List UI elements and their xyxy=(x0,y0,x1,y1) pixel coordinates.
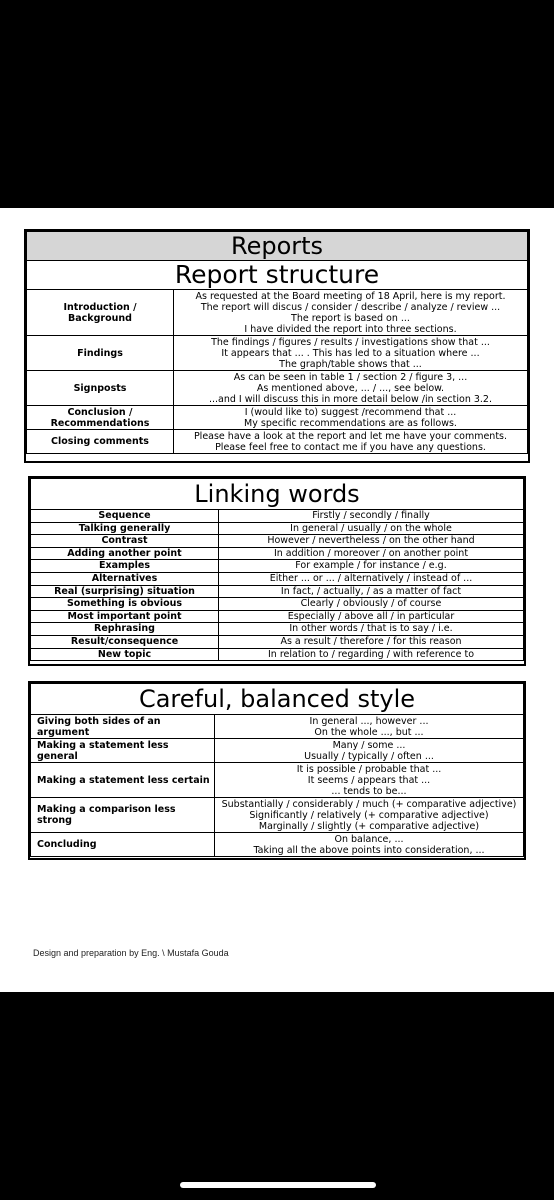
table-row xyxy=(31,572,524,585)
row-label: Contrast xyxy=(31,535,219,548)
row-phrases: In general / usually / on the whole xyxy=(219,522,524,535)
row-label: Examples xyxy=(31,560,219,573)
table-row xyxy=(31,610,524,623)
table-row xyxy=(31,598,524,611)
report-structure-title: Report structure xyxy=(27,261,528,290)
linking-words-table xyxy=(30,478,524,661)
table-row xyxy=(27,336,528,371)
table-row xyxy=(31,547,524,560)
row-phrases: Firstly / secondly / finally xyxy=(219,510,524,523)
document-page xyxy=(0,208,554,992)
row-label: Result/consequence xyxy=(31,635,219,648)
table-row xyxy=(31,510,524,523)
row-phrases: In fact, / actually, / as a matter of fact xyxy=(219,585,524,598)
row-label: Alternatives xyxy=(31,572,219,585)
credit-text: Design and preparation by Eng. \ Mustafa Gouda xyxy=(33,948,229,958)
row-label: Real (surprising) situation xyxy=(31,585,219,598)
table-row xyxy=(27,371,528,406)
row-label: Making a statement less general xyxy=(31,739,215,763)
row-label: Sequence xyxy=(31,510,219,523)
row-label: Making a comparison less strong xyxy=(31,798,215,833)
row-label: Making a statement less certain xyxy=(31,763,215,798)
table-row xyxy=(31,763,524,798)
table-row xyxy=(31,739,524,763)
row-label: Signposts xyxy=(27,371,174,406)
table-row xyxy=(31,648,524,661)
linking-words-section xyxy=(28,476,526,666)
row-phrases: Especially / above all / in particular xyxy=(219,610,524,623)
table-row xyxy=(31,585,524,598)
row-phrases: In general ..., however ... On the whole ..., but ... xyxy=(215,715,524,739)
row-phrases: The findings / figures / results / investigations show that ... It appears that ... . This has led to a situation where ... The graph/table shows that ... xyxy=(174,336,528,371)
row-phrases: As can be seen in table 1 / section 2 / figure 3, ... As mentioned above, ... / ..., see below. ...and I will discuss this in more detail below /in section 3.2. xyxy=(174,371,528,406)
row-phrases: In relation to / regarding / with reference to xyxy=(219,648,524,661)
table-row xyxy=(31,535,524,548)
row-label: Concluding xyxy=(31,833,215,857)
linking-words-title: Linking words xyxy=(31,479,524,510)
row-label: Findings xyxy=(27,336,174,371)
home-indicator[interactable] xyxy=(180,1182,376,1188)
row-label: Conclusion / Recommendations xyxy=(27,406,174,430)
careful-style-table xyxy=(30,683,524,857)
row-label: Something is obvious xyxy=(31,598,219,611)
row-phrases: Substantially / considerably / much (+ comparative adjective) Significantly / relatively (+ comparative adjective) Marginally / slightly (+ comparative adjective) xyxy=(215,798,524,833)
row-label: Talking generally xyxy=(31,522,219,535)
row-phrases: However / nevertheless / on the other hand xyxy=(219,535,524,548)
row-label: Giving both sides of an argument xyxy=(31,715,215,739)
row-phrases: Many / some ... Usually / typically / often ... xyxy=(215,739,524,763)
row-phrases: In addition / moreover / on another point xyxy=(219,547,524,560)
row-phrases: Clearly / obviously / of course xyxy=(219,598,524,611)
table-row xyxy=(27,430,528,454)
reports-table xyxy=(26,231,528,454)
table-row xyxy=(31,715,524,739)
row-label: Adding another point xyxy=(31,547,219,560)
table-row xyxy=(27,406,528,430)
row-label: Closing comments xyxy=(27,430,174,454)
row-phrases: It is possible / probable that ... It seems / appears that ... ... tends to be... xyxy=(215,763,524,798)
row-phrases: Please have a look at the report and let me have your comments. Please feel free to contact me if you have any questions. xyxy=(174,430,528,454)
row-label: New topic xyxy=(31,648,219,661)
table-row xyxy=(31,635,524,648)
table-row xyxy=(31,623,524,636)
row-phrases: Either ... or ... / alternatively / instead of ... xyxy=(219,572,524,585)
table-row xyxy=(31,798,524,833)
careful-style-section xyxy=(28,681,526,860)
table-row xyxy=(31,833,524,857)
table-row xyxy=(27,290,528,336)
row-phrases: For example / for instance / e.g. xyxy=(219,560,524,573)
row-label: Most important point xyxy=(31,610,219,623)
row-phrases: On balance, ... Taking all the above points into consideration, ... xyxy=(215,833,524,857)
row-phrases: In other words / that is to say / i.e. xyxy=(219,623,524,636)
reports-title: Reports xyxy=(27,232,528,261)
row-phrases: As a result / therefore / for this reason xyxy=(219,635,524,648)
reports-section xyxy=(24,229,530,463)
row-phrases: As requested at the Board meeting of 18 April, here is my report. The report will discus / consider / describe / analyze / review ... The report is based on ... I have divided the report into three sections. xyxy=(174,290,528,336)
table-row xyxy=(31,522,524,535)
row-phrases: I (would like to) suggest /recommend that ... My specific recommendations are as follows. xyxy=(174,406,528,430)
careful-style-title: Careful, balanced style xyxy=(31,684,524,715)
table-row xyxy=(31,560,524,573)
row-label: Rephrasing xyxy=(31,623,219,636)
row-label: Introduction / Background xyxy=(27,290,174,336)
